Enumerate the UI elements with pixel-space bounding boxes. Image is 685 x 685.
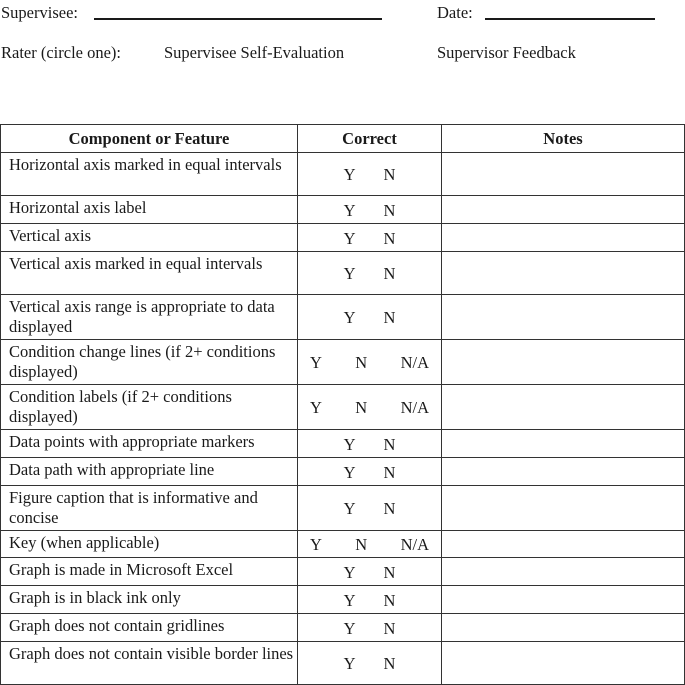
table-row xyxy=(1,586,685,614)
option-n[interactable]: N xyxy=(383,434,396,454)
option-n[interactable]: N xyxy=(383,562,396,582)
component-cell: Condition labels (if 2+ conditions displayed) xyxy=(1,385,298,430)
correct-cell xyxy=(298,642,442,685)
component-cell: Horizontal axis marked in equal intervals xyxy=(1,153,298,196)
column-header-correct: Correct xyxy=(298,125,442,153)
table-row xyxy=(1,486,685,531)
option-n[interactable]: N xyxy=(383,499,396,518)
notes-cell[interactable] xyxy=(442,486,685,531)
correct-cell xyxy=(298,224,442,252)
option-y[interactable]: Y xyxy=(343,590,356,610)
notes-cell[interactable] xyxy=(442,614,685,642)
option-y[interactable]: Y xyxy=(343,228,356,248)
date-input-line[interactable] xyxy=(485,18,655,20)
supervisee-input-line[interactable] xyxy=(94,18,382,20)
table-row xyxy=(1,385,685,430)
component-cell: Vertical axis marked in equal intervals xyxy=(1,252,298,295)
component-cell: Graph is made in Microsoft Excel xyxy=(1,558,298,586)
option-n[interactable]: N xyxy=(355,398,368,417)
option-y[interactable]: Y xyxy=(310,535,322,554)
component-cell: Vertical axis xyxy=(1,224,298,252)
correct-cell xyxy=(298,252,442,295)
option-n[interactable]: N xyxy=(383,308,396,327)
component-cell: Data points with appropriate markers xyxy=(1,430,298,458)
column-header-notes: Notes xyxy=(442,125,685,153)
option-y[interactable]: Y xyxy=(310,353,322,372)
table-row xyxy=(1,340,685,385)
table-row xyxy=(1,531,685,558)
notes-cell[interactable] xyxy=(442,340,685,385)
table-row xyxy=(1,153,685,196)
table-row xyxy=(1,558,685,586)
option-y[interactable]: Y xyxy=(343,562,356,582)
rater-option-supervisor-feedback[interactable]: Supervisor Feedback xyxy=(437,43,576,62)
correct-cell xyxy=(298,196,442,224)
option-n[interactable]: N xyxy=(355,353,368,372)
column-header-component: Component or Feature xyxy=(1,125,298,153)
component-cell: Graph does not contain visible border lines xyxy=(1,642,298,685)
notes-cell[interactable] xyxy=(442,558,685,586)
correct-cell xyxy=(298,486,442,531)
option-n[interactable]: N xyxy=(383,654,396,673)
option-y[interactable]: Y xyxy=(343,434,356,454)
correct-cell xyxy=(298,586,442,614)
option-n[interactable]: N xyxy=(383,200,396,220)
notes-cell[interactable] xyxy=(442,531,685,558)
rater-label: Rater (circle one): xyxy=(1,43,122,62)
date-label: Date: xyxy=(437,3,473,22)
option-n[interactable]: N xyxy=(383,462,396,482)
component-cell: Graph is in black ink only xyxy=(1,586,298,614)
correct-cell xyxy=(298,295,442,340)
notes-cell[interactable] xyxy=(442,252,685,295)
table-row xyxy=(1,430,685,458)
table-row xyxy=(1,224,685,252)
rater-option-self-evaluation[interactable]: Supervisee Self-Evaluation xyxy=(164,43,345,62)
notes-cell[interactable] xyxy=(442,458,685,486)
option-y[interactable]: Y xyxy=(343,618,356,638)
notes-cell[interactable] xyxy=(442,385,685,430)
correct-cell xyxy=(298,458,442,486)
notes-cell[interactable] xyxy=(442,642,685,685)
supervisee-label: Supervisee: xyxy=(1,3,78,22)
option-n[interactable]: N xyxy=(355,535,368,554)
table-row xyxy=(1,196,685,224)
correct-cell xyxy=(298,385,442,430)
notes-cell[interactable] xyxy=(442,430,685,458)
table-row xyxy=(1,252,685,295)
rubric-table xyxy=(0,124,685,685)
notes-cell[interactable] xyxy=(442,196,685,224)
component-cell: Condition change lines (if 2+ conditions displayed) xyxy=(1,340,298,385)
table-row xyxy=(1,642,685,685)
option-n[interactable]: N xyxy=(383,228,396,248)
correct-cell xyxy=(298,153,442,196)
table-header-row xyxy=(1,125,685,153)
rubric-body xyxy=(1,153,685,685)
option-na[interactable]: N/A xyxy=(400,353,429,372)
notes-cell[interactable] xyxy=(442,153,685,196)
option-n[interactable]: N xyxy=(383,264,396,283)
option-y[interactable]: Y xyxy=(343,264,356,283)
component-cell: Key (when applicable) xyxy=(1,531,298,558)
notes-cell[interactable] xyxy=(442,224,685,252)
correct-cell xyxy=(298,531,442,558)
option-na[interactable]: N/A xyxy=(400,535,429,554)
correct-cell xyxy=(298,340,442,385)
notes-cell[interactable] xyxy=(442,586,685,614)
option-y[interactable]: Y xyxy=(343,200,356,220)
option-na[interactable]: N/A xyxy=(400,398,429,417)
correct-cell xyxy=(298,430,442,458)
table-row xyxy=(1,614,685,642)
option-n[interactable]: N xyxy=(383,165,396,184)
component-cell: Vertical axis range is appropriate to data displayed xyxy=(1,295,298,340)
option-n[interactable]: N xyxy=(383,590,396,610)
correct-cell xyxy=(298,558,442,586)
option-y[interactable]: Y xyxy=(343,165,356,184)
option-y[interactable]: Y xyxy=(310,398,322,417)
notes-cell[interactable] xyxy=(442,295,685,340)
correct-cell xyxy=(298,614,442,642)
option-y[interactable]: Y xyxy=(343,499,356,518)
component-cell: Data path with appropriate line xyxy=(1,458,298,486)
option-y[interactable]: Y xyxy=(343,462,356,482)
component-cell: Figure caption that is informative and concise xyxy=(1,486,298,531)
table-row xyxy=(1,458,685,486)
table-row xyxy=(1,295,685,340)
option-n[interactable]: N xyxy=(383,618,396,638)
component-cell: Graph does not contain gridlines xyxy=(1,614,298,642)
option-y[interactable]: Y xyxy=(343,308,356,327)
option-y[interactable]: Y xyxy=(343,654,356,673)
component-cell: Horizontal axis label xyxy=(1,196,298,224)
